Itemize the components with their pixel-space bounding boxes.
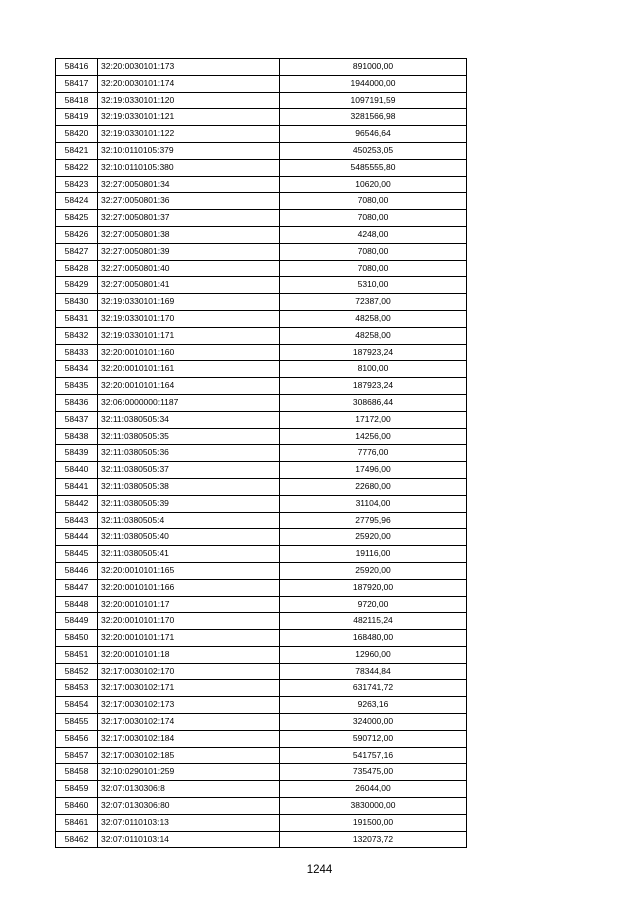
cadastral-number-cell: 32:20:0010101:166 — [98, 579, 280, 596]
table-row — [56, 59, 467, 76]
cadastral-number-cell: 32:11:0380505:39 — [98, 495, 280, 512]
cadastral-number-cell: 32:11:0380505:36 — [98, 445, 280, 462]
table-row — [56, 310, 467, 327]
table-row — [56, 697, 467, 714]
table-row — [56, 814, 467, 831]
row-number-cell: 58441 — [56, 478, 98, 495]
row-number-cell: 58461 — [56, 814, 98, 831]
cadastral-number-cell: 32:20:0030101:174 — [98, 75, 280, 92]
row-number-cell: 58451 — [56, 646, 98, 663]
cadastral-value-cell: 7080,00 — [280, 210, 467, 227]
cadastral-number-cell: 32:19:0330101:122 — [98, 126, 280, 143]
table-row — [56, 226, 467, 243]
cadastral-value-cell: 187920,00 — [280, 579, 467, 596]
cadastral-number-cell: 32:07:0110103:14 — [98, 831, 280, 848]
row-number-cell: 58453 — [56, 680, 98, 697]
table-row — [56, 445, 467, 462]
table-row — [56, 159, 467, 176]
cadastral-number-cell: 32:17:0030102:170 — [98, 663, 280, 680]
row-number-cell: 58457 — [56, 747, 98, 764]
cadastral-number-cell: 32:19:0330101:120 — [98, 92, 280, 109]
cadastral-value-cell: 7080,00 — [280, 243, 467, 260]
table-row — [56, 478, 467, 495]
cadastral-number-cell: 32:20:0010101:164 — [98, 378, 280, 395]
cadastral-value-cell: 27795,96 — [280, 512, 467, 529]
table-row — [56, 798, 467, 815]
cadastral-value-cell: 31104,00 — [280, 495, 467, 512]
row-number-cell: 58460 — [56, 798, 98, 815]
cadastral-value-cell: 17172,00 — [280, 411, 467, 428]
cadastral-number-cell: 32:11:0380505:37 — [98, 462, 280, 479]
table-row — [56, 546, 467, 563]
table-row — [56, 260, 467, 277]
row-number-cell: 58418 — [56, 92, 98, 109]
cadastral-number-cell: 32:27:0050801:40 — [98, 260, 280, 277]
cadastral-value-cell: 191500,00 — [280, 814, 467, 831]
cadastral-value-cell: 482115,24 — [280, 613, 467, 630]
cadastral-value-cell: 631741,72 — [280, 680, 467, 697]
table-row — [56, 327, 467, 344]
cadastral-number-cell: 32:17:0030102:184 — [98, 730, 280, 747]
cadastral-number-cell: 32:10:0290101:259 — [98, 764, 280, 781]
cadastral-value-cell: 590712,00 — [280, 730, 467, 747]
table-row — [56, 714, 467, 731]
row-number-cell: 58448 — [56, 596, 98, 613]
row-number-cell: 58443 — [56, 512, 98, 529]
cadastral-number-cell: 32:11:0380505:34 — [98, 411, 280, 428]
row-number-cell: 58431 — [56, 310, 98, 327]
table-row — [56, 579, 467, 596]
row-number-cell: 58459 — [56, 781, 98, 798]
cadastral-value-cell: 4248,00 — [280, 226, 467, 243]
table-row — [56, 294, 467, 311]
row-number-cell: 58445 — [56, 546, 98, 563]
cadastral-value-cell: 9720,00 — [280, 596, 467, 613]
cadastral-value-cell: 324000,00 — [280, 714, 467, 731]
cadastral-value-cell: 9263,16 — [280, 697, 467, 714]
table-row — [56, 562, 467, 579]
cadastral-value-cell: 72387,00 — [280, 294, 467, 311]
row-number-cell: 58434 — [56, 361, 98, 378]
cadastral-number-cell: 32:20:0010101:170 — [98, 613, 280, 630]
row-number-cell: 58456 — [56, 730, 98, 747]
cadastral-number-cell: 32:11:0380505:41 — [98, 546, 280, 563]
cadastral-number-cell: 32:20:0010101:160 — [98, 344, 280, 361]
table-row — [56, 646, 467, 663]
table-row — [56, 109, 467, 126]
cadastral-value-cell: 308686,44 — [280, 394, 467, 411]
cadastral-value-cell: 17496,00 — [280, 462, 467, 479]
table-row — [56, 529, 467, 546]
cadastral-number-cell: 32:20:0010101:161 — [98, 361, 280, 378]
cadastral-number-cell: 32:27:0050801:38 — [98, 226, 280, 243]
row-number-cell: 58452 — [56, 663, 98, 680]
table-row — [56, 428, 467, 445]
cadastral-number-cell: 32:07:0130306:8 — [98, 781, 280, 798]
cadastral-number-cell: 32:07:0130306:80 — [98, 798, 280, 815]
cadastral-number-cell: 32:20:0010101:165 — [98, 562, 280, 579]
cadastral-value-cell: 541757,16 — [280, 747, 467, 764]
cadastral-number-cell: 32:07:0110103:13 — [98, 814, 280, 831]
cadastral-value-cell: 1944000,00 — [280, 75, 467, 92]
cadastral-value-table — [55, 58, 467, 848]
cadastral-value-cell: 5310,00 — [280, 277, 467, 294]
cadastral-value-cell: 25920,00 — [280, 562, 467, 579]
row-number-cell: 58416 — [56, 59, 98, 76]
row-number-cell: 58439 — [56, 445, 98, 462]
table-row — [56, 126, 467, 143]
cadastral-value-cell: 735475,00 — [280, 764, 467, 781]
cadastral-number-cell: 32:27:0050801:34 — [98, 176, 280, 193]
cadastral-value-cell: 26044,00 — [280, 781, 467, 798]
row-number-cell: 58437 — [56, 411, 98, 428]
page-number: 1244 — [306, 864, 333, 876]
table-row — [56, 411, 467, 428]
cadastral-value-cell: 450253,05 — [280, 142, 467, 159]
cadastral-value-cell: 7080,00 — [280, 260, 467, 277]
cadastral-number-cell: 32:19:0330101:169 — [98, 294, 280, 311]
cadastral-number-cell: 32:19:0330101:171 — [98, 327, 280, 344]
cadastral-value-cell: 78344,84 — [280, 663, 467, 680]
row-number-cell: 58436 — [56, 394, 98, 411]
cadastral-number-cell: 32:17:0030102:185 — [98, 747, 280, 764]
cadastral-value-cell: 8100,00 — [280, 361, 467, 378]
table-row — [56, 344, 467, 361]
row-number-cell: 58426 — [56, 226, 98, 243]
table-row — [56, 630, 467, 647]
row-number-cell: 58454 — [56, 697, 98, 714]
table-row — [56, 730, 467, 747]
table-row — [56, 680, 467, 697]
cadastral-number-cell: 32:20:0010101:17 — [98, 596, 280, 613]
row-number-cell: 58427 — [56, 243, 98, 260]
row-number-cell: 58421 — [56, 142, 98, 159]
table-row — [56, 831, 467, 848]
cadastral-value-cell: 14256,00 — [280, 428, 467, 445]
table-row — [56, 394, 467, 411]
row-number-cell: 58442 — [56, 495, 98, 512]
row-number-cell: 58450 — [56, 630, 98, 647]
table-row — [56, 243, 467, 260]
row-number-cell: 58429 — [56, 277, 98, 294]
row-number-cell: 58435 — [56, 378, 98, 395]
cadastral-number-cell: 32:10:0110105:380 — [98, 159, 280, 176]
row-number-cell: 58432 — [56, 327, 98, 344]
table-row — [56, 176, 467, 193]
cadastral-value-cell: 7776,00 — [280, 445, 467, 462]
cadastral-value-cell: 187923,24 — [280, 344, 467, 361]
table-row — [56, 75, 467, 92]
row-number-cell: 58462 — [56, 831, 98, 848]
cadastral-number-cell: 32:19:0330101:121 — [98, 109, 280, 126]
cadastral-value-cell: 3281566,98 — [280, 109, 467, 126]
table-row — [56, 613, 467, 630]
cadastral-number-cell: 32:20:0010101:18 — [98, 646, 280, 663]
row-number-cell: 58425 — [56, 210, 98, 227]
table-row — [56, 764, 467, 781]
cadastral-value-cell: 12960,00 — [280, 646, 467, 663]
cadastral-number-cell: 32:17:0030102:171 — [98, 680, 280, 697]
row-number-cell: 58420 — [56, 126, 98, 143]
row-number-cell: 58455 — [56, 714, 98, 731]
cadastral-number-cell: 32:20:0010101:171 — [98, 630, 280, 647]
cadastral-value-cell: 132073,72 — [280, 831, 467, 848]
cadastral-value-cell: 48258,00 — [280, 327, 467, 344]
table-row — [56, 92, 467, 109]
cadastral-number-cell: 32:20:0030101:173 — [98, 59, 280, 76]
cadastral-value-cell: 187923,24 — [280, 378, 467, 395]
cadastral-number-cell: 32:11:0380505:35 — [98, 428, 280, 445]
cadastral-number-cell: 32:11:0380505:4 — [98, 512, 280, 529]
row-number-cell: 58422 — [56, 159, 98, 176]
table-row — [56, 277, 467, 294]
row-number-cell: 58458 — [56, 764, 98, 781]
row-number-cell: 58433 — [56, 344, 98, 361]
table-row — [56, 378, 467, 395]
cadastral-number-cell: 32:27:0050801:37 — [98, 210, 280, 227]
row-number-cell: 58440 — [56, 462, 98, 479]
cadastral-value-cell: 25920,00 — [280, 529, 467, 546]
row-number-cell: 58447 — [56, 579, 98, 596]
cadastral-value-cell: 7080,00 — [280, 193, 467, 210]
row-number-cell: 58424 — [56, 193, 98, 210]
cadastral-number-cell: 32:17:0030102:174 — [98, 714, 280, 731]
table-row — [56, 142, 467, 159]
table-row — [56, 596, 467, 613]
row-number-cell: 58417 — [56, 75, 98, 92]
row-number-cell: 58438 — [56, 428, 98, 445]
cadastral-value-cell: 891000,00 — [280, 59, 467, 76]
row-number-cell: 58430 — [56, 294, 98, 311]
cadastral-number-cell: 32:19:0330101:170 — [98, 310, 280, 327]
cadastral-number-cell: 32:27:0050801:41 — [98, 277, 280, 294]
cadastral-value-cell: 168480,00 — [280, 630, 467, 647]
row-number-cell: 58423 — [56, 176, 98, 193]
cadastral-value-cell: 19116,00 — [280, 546, 467, 563]
cadastral-number-cell: 32:11:0380505:40 — [98, 529, 280, 546]
row-number-cell: 58419 — [56, 109, 98, 126]
table-row — [56, 193, 467, 210]
table-body — [56, 59, 467, 848]
cadastral-value-cell: 5485555,80 — [280, 159, 467, 176]
cadastral-value-cell: 3830000,00 — [280, 798, 467, 815]
cadastral-number-cell: 32:27:0050801:36 — [98, 193, 280, 210]
cadastral-number-cell: 32:06:0000000:1187 — [98, 394, 280, 411]
table-row — [56, 462, 467, 479]
table-row — [56, 495, 467, 512]
table-row — [56, 747, 467, 764]
cadastral-value-cell: 96546,64 — [280, 126, 467, 143]
row-number-cell: 58446 — [56, 562, 98, 579]
cadastral-value-cell: 22680,00 — [280, 478, 467, 495]
cadastral-value-cell: 1097191,59 — [280, 92, 467, 109]
cadastral-number-cell: 32:11:0380505:38 — [98, 478, 280, 495]
table-row — [56, 512, 467, 529]
cadastral-number-cell: 32:27:0050801:39 — [98, 243, 280, 260]
row-number-cell: 58449 — [56, 613, 98, 630]
table-row — [56, 663, 467, 680]
table-row — [56, 781, 467, 798]
row-number-cell: 58444 — [56, 529, 98, 546]
cadastral-number-cell: 32:10:0110105:379 — [98, 142, 280, 159]
cadastral-number-cell: 32:17:0030102:173 — [98, 697, 280, 714]
table-row — [56, 210, 467, 227]
cadastral-value-cell: 10620,00 — [280, 176, 467, 193]
cadastral-value-cell: 48258,00 — [280, 310, 467, 327]
table-row — [56, 361, 467, 378]
row-number-cell: 58428 — [56, 260, 98, 277]
